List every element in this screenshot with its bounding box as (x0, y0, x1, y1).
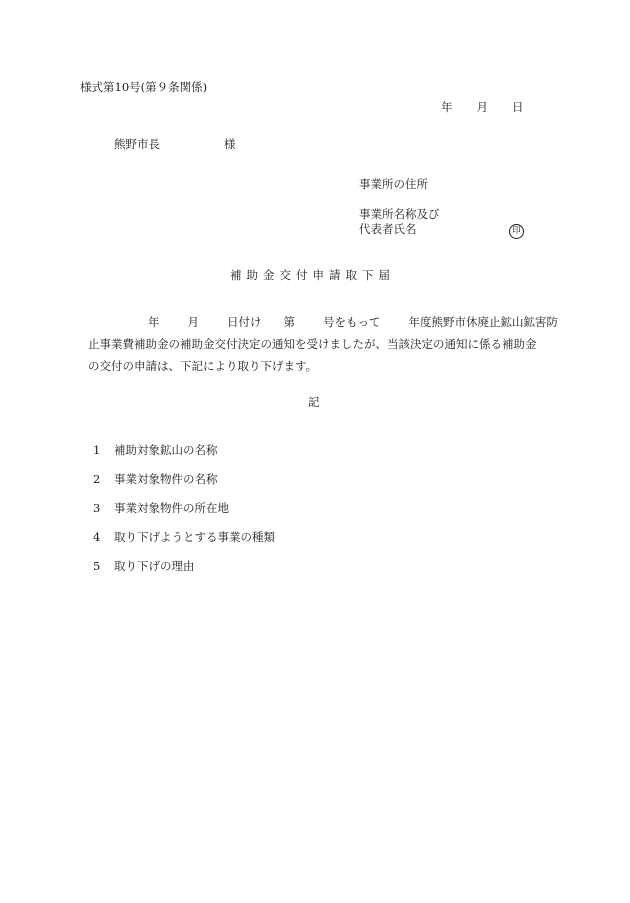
list-item: 3 事業対象物件の所在地 (93, 501, 229, 515)
addressee (114, 137, 236, 152)
form-number: 様式第10号(第９条関係) (80, 80, 208, 94)
ki-heading: 記 (308, 395, 320, 409)
applicant-address-label: 事業所の住所 (359, 177, 428, 191)
date-line (441, 100, 524, 115)
list-item: 4 取り下げようとする事業の種類 (93, 530, 275, 544)
applicant-name-label-1: 事業所名称及び (359, 206, 440, 221)
list-item: 5 取り下げの理由 (93, 559, 195, 573)
date-year: 年 (441, 100, 453, 114)
applicant-name-label-2: 代表者氏名 (359, 221, 417, 236)
body-line-2: 止事業費補助金の補助金交付決定の通知を受けましたが、当該決定の通知に係る補助金 (88, 337, 537, 351)
applicant-block (359, 177, 440, 237)
addressee-honorific: 様 (224, 137, 236, 151)
seal-mark: 印 (509, 224, 524, 239)
addressee-name: 熊野市長 (114, 137, 160, 151)
list-item: 1 補助対象鉱山の名称 (93, 443, 218, 457)
document-title: 補助金交付申請取下届 (230, 268, 395, 282)
body-line-3: の交付の申請は、下記により取り下げます。 (88, 359, 318, 373)
body-line-1: 年 月 日付け 第 号をもって 年度熊野市休廃止鉱山鉱害防 (148, 315, 558, 329)
body-text (88, 311, 558, 377)
list-item: 2 事業対象物件の名称 (93, 472, 218, 486)
date-day: 日 (512, 100, 524, 114)
items-list (93, 443, 275, 588)
date-month: 月 (476, 100, 488, 114)
